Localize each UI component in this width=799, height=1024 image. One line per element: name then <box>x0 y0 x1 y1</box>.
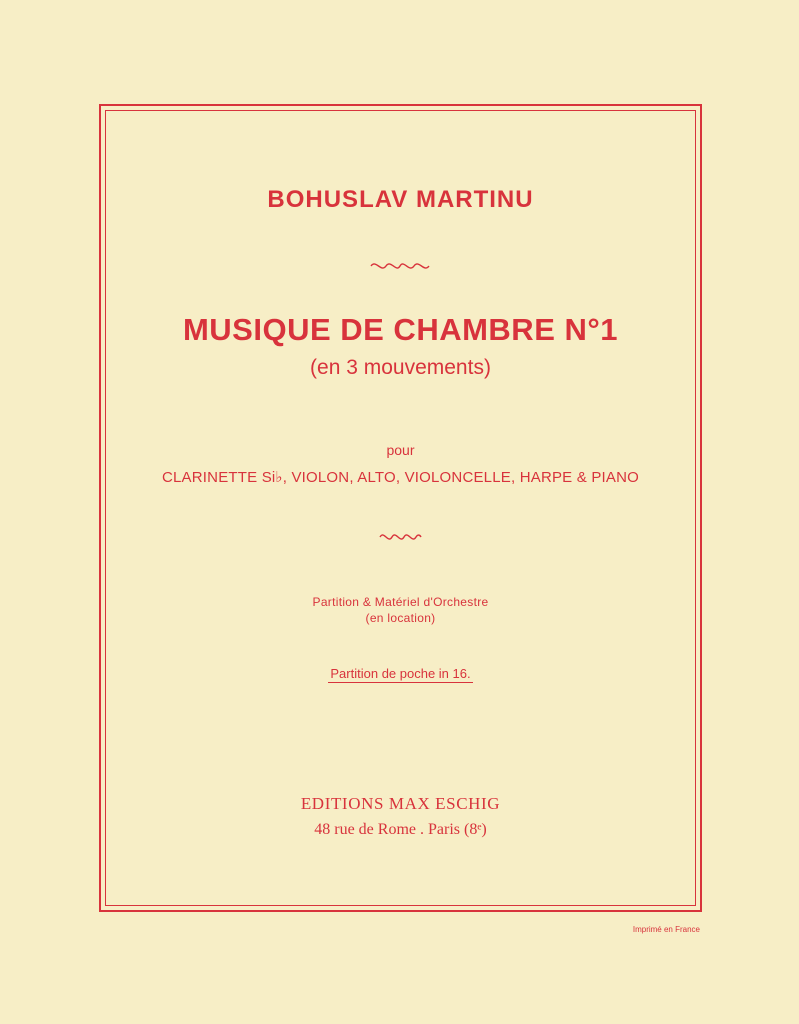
work-subtitle: (en 3 mouvements) <box>310 356 491 379</box>
composer-name: BOHUSLAV MARTINU <box>267 186 534 213</box>
rental-note-line1: Partition & Matériel d'Orchestre <box>312 595 489 609</box>
pour-label: pour <box>386 442 415 458</box>
rental-note-line2: (en location) <box>365 611 436 625</box>
inner-border <box>105 110 696 906</box>
pocket-score-note <box>105 666 696 681</box>
publisher-address: 48 rue de Rome . Paris (8ᵉ) <box>314 821 487 838</box>
ornament-flourish-icon <box>0 530 799 548</box>
ornament-flourish-icon <box>0 259 799 277</box>
pocket-score-text: Partition de poche in 16. <box>330 666 471 681</box>
publisher-name: EDITIONS MAX ESCHIG <box>300 794 501 813</box>
instrumentation: CLARINETTE Si♭, VIOLON, ALTO, VIOLONCELLE, HARPE & PIANO <box>161 469 640 486</box>
printed-in-france: Imprimé en France <box>632 925 700 934</box>
work-title: MUSIQUE DE CHAMBRE N°1 <box>182 312 619 347</box>
